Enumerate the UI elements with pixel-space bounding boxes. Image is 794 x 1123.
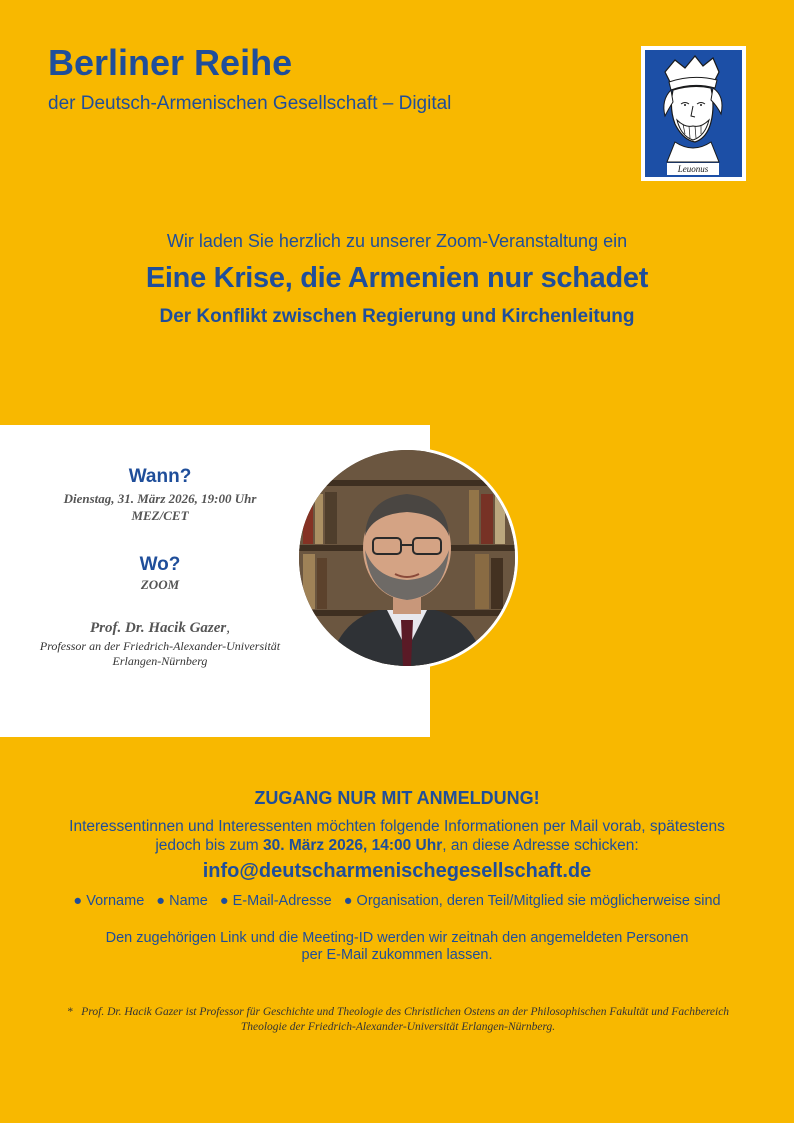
when-timezone: MEZ/CET (131, 508, 189, 523)
list-item: ● Organisation, deren Teil/Mitglied sie möglicherweise sind (343, 893, 721, 909)
speaker-name: Prof. Dr. Hacik Gazer (90, 620, 227, 636)
registration-email-link[interactable]: info@deutscharmenischegesellschaft.de (202, 860, 592, 882)
registration-text-line2 (40, 836, 754, 855)
king-portrait-drawing (645, 50, 742, 177)
event-subheadline: Der Konflikt zwischen Regierung und Kirchenleitung (159, 306, 635, 327)
required-fields-list (0, 893, 794, 909)
list-item: ● Name (156, 893, 208, 909)
speaker-section (30, 620, 290, 669)
event-headline: Eine Krise, die Armenien nur schadet (145, 262, 649, 294)
speaker-role-line1: Professor an der Friedrich-Alexander-Universität (39, 639, 281, 653)
link-note-line1: Den zugehörigen Link und die Meeting-ID werden wir zeitnah den angemeldeten Personen (105, 930, 689, 946)
speaker-name-suffix: , (226, 620, 230, 636)
speaker-photo (296, 447, 518, 669)
speaker-photo-illustration (299, 450, 515, 666)
invitation-text: Wir laden Sie herzlich zu unserer Zoom-Veranstaltung ein (166, 231, 628, 251)
link-note (0, 930, 794, 964)
footnote-marker: * (66, 1006, 73, 1018)
registration-text-post: , an diese Adresse schicken: (442, 837, 639, 854)
registration-instructions (40, 817, 754, 855)
when-section (40, 466, 280, 524)
when-date: Dienstag, 31. März 2026, 19:00 Uhr (63, 491, 257, 506)
footnote (46, 1005, 750, 1035)
registration-deadline: 30. März 2026, 14:00 Uhr (263, 837, 443, 854)
list-item: ● E-Mail-Adresse (219, 893, 332, 909)
footnote-text: Prof. Dr. Hacik Gazer ist Professor für Geschichte und Theologie des Christlichen Ostens an der Philosophischen Fakultät und Fachbereich Theologie der Friedrich-Alexander-Universität Erlangen-Nürnberg. (81, 1006, 730, 1033)
where-section (40, 554, 280, 593)
when-label: Wann? (128, 466, 192, 487)
registration-text-pre: jedoch bis zum (155, 837, 264, 854)
list-item: ● Vorname (73, 893, 145, 909)
page-title: Berliner Reihe (48, 42, 293, 83)
speaker-role-line2: Erlangen-Nürnberg (112, 654, 208, 668)
registration-title: ZUGANG NUR MIT ANMELDUNG! (254, 788, 540, 808)
logo-caption: Leuonus (677, 164, 709, 174)
page-subtitle: der Deutsch-Armenischen Gesellschaft – Digital (48, 93, 452, 114)
where-label: Wo? (139, 554, 181, 575)
society-logo (641, 46, 746, 181)
link-note-line2: per E-Mail zukommen lassen. (301, 947, 493, 963)
where-value: ZOOM (140, 577, 180, 592)
registration-text-line1: Interessentinnen und Interessenten möchten folgende Informationen per Mail vorab, spätestens (69, 818, 725, 835)
